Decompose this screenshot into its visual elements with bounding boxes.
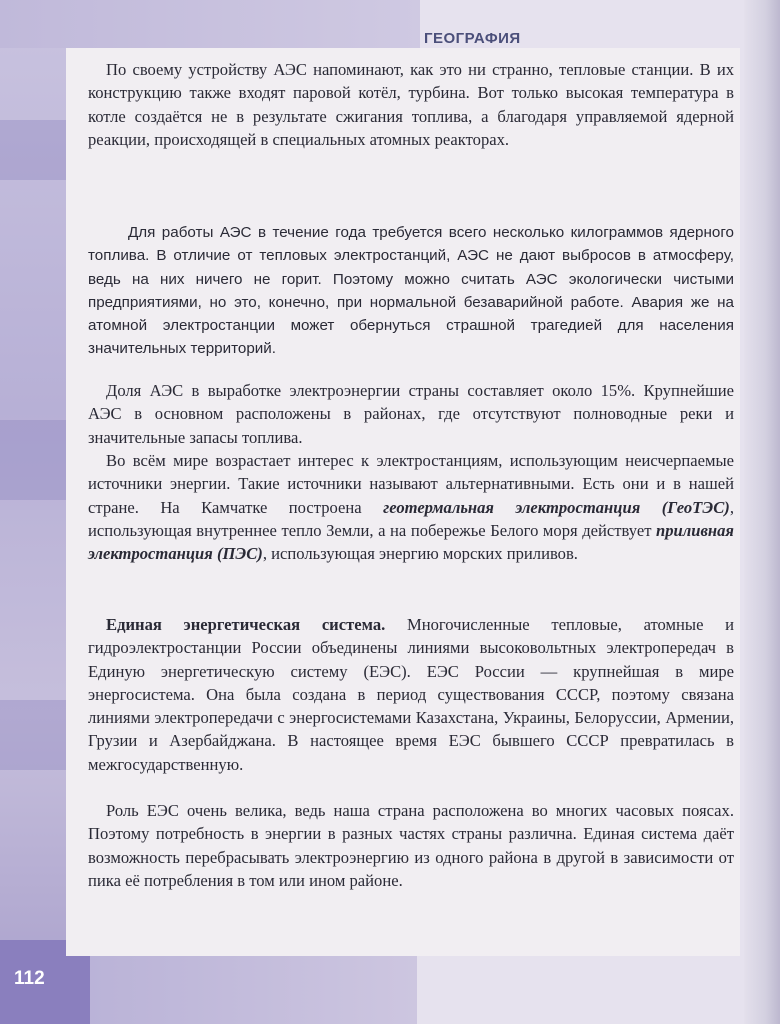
alt-text-part2: , использующая внутреннее тепло Земли, а на побережье Белого моря действует (88, 497, 734, 540)
term-tidal: приливная электростанция (ПЭС) (88, 520, 734, 564)
map-band (0, 120, 72, 180)
paragraph-npp-fuel: Для работы АЭС в течение года требуется всего несколько килограммов ядерного топлива. В отличие от тепловых электростанций, АЭС не дают выбросов в атмосферу, ведь на них ничего не горит. Поэтому можно считать АЭС экологически чистыми предприятиями, но это, конечно, при нормальной безаварийной работе. Авария же на атомной электростанции может обернуться страшной трагедией для населения значительных территорий. (88, 224, 734, 358)
subheading-unified-system: Единая энергетическая система. (106, 615, 386, 634)
paragraph-ues-role: Роль ЕЭС очень велика, ведь наша страна расположена во многих часовых поясах. Поэтому потребность в энергии в разных частях страны различна. Единая система даёт возможность перебрасывать электроэнергию из одного района в другой в зависимости от пика её потребления в том или ином районе. (88, 801, 734, 890)
paragraph-npp-design: По своему устройству АЭС напоминают, как это ни странно, тепловые станции. В их конструкцию также входят паровой котёл, турбина. Вот только высокая температура в котле создаётся не в результате сжигания топлива, а благодаря управляемой ядерной реакции, происходящей в специальных атомных реакторах. (88, 60, 734, 149)
paragraph-alternative-energy (88, 449, 734, 565)
term-geothermal: геотермальная электростанция (ГеоТЭС) (383, 497, 730, 517)
unified-system-text: Многочисленные тепловые, атомные и гидроэлектростанции России объединены линиями высоковольтных электропередач в Единую энергетическую систему (ЕЭС). ЕЭС России — крупнейшая в мире энергосистема. Она была создана в период существования СССР, поэтому связана линиями электропередачи с энергосистемами Казахстана, Украины, Белоруссии, Армении, Грузии и Азербайджана. В настоящее время ЕЭС бывшего СССР превратилась в межгосударственную. (88, 615, 734, 774)
map-band (0, 420, 72, 500)
paragraph-npp-share: Доля АЭС в выработке электроэнергии страны составляет около 15%. Крупнейшие АЭС в основном расположены в районах, где отсутствуют полноводные реки и значительные запасы топлива. (88, 381, 734, 447)
top-map-strip (0, 0, 420, 48)
paragraph-unified-energy-system (88, 613, 734, 776)
page-edge (744, 0, 780, 1024)
alt-text-part1: Во всём мире возрастает интерес к электростанциям, использующим неисчерпаемые источники энергии. Такие источники называют альтернативными. Есть они и в нашей стране. На Камчатке построена (88, 451, 734, 517)
bottom-map-strip (72, 955, 417, 1024)
alt-text-part3: , использующая энергию морских приливов. (262, 544, 578, 564)
left-map-strip (0, 0, 72, 1024)
map-band (0, 700, 72, 770)
section-title: ГЕОГРАФИЯ (424, 30, 521, 47)
page-number: 112 (14, 968, 45, 989)
